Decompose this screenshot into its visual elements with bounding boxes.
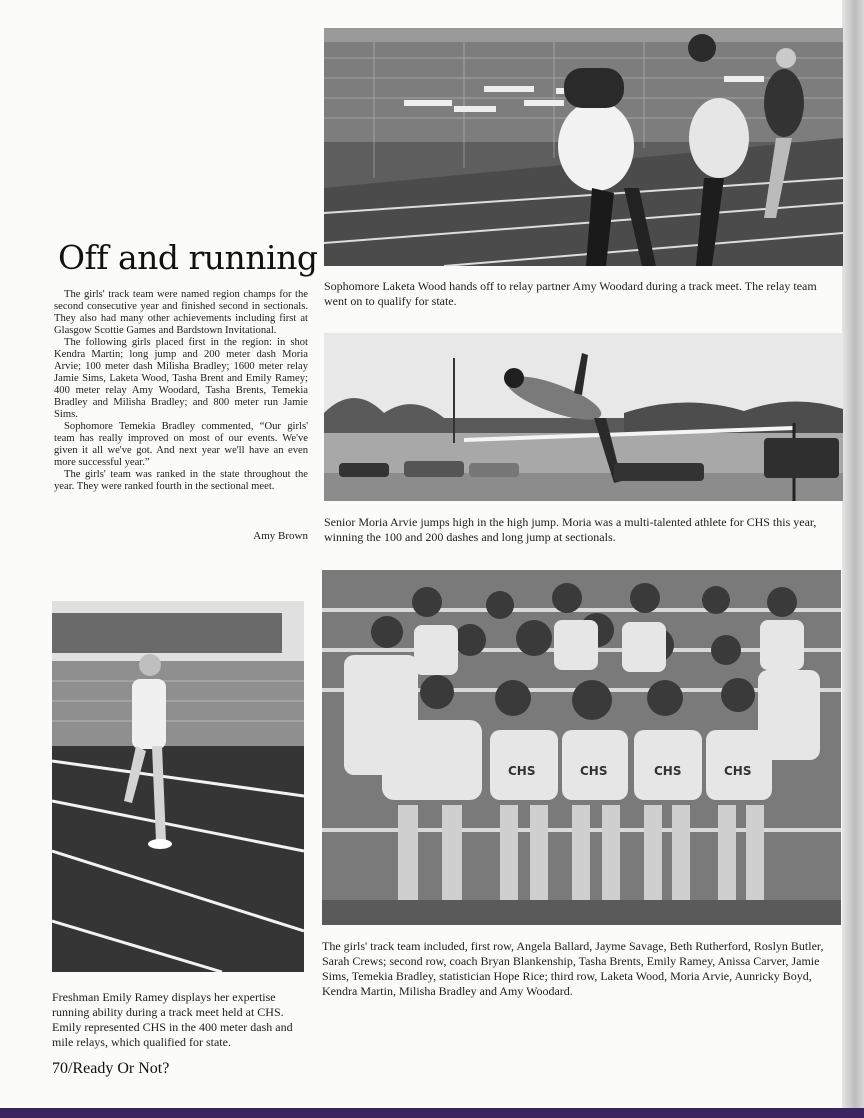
story-body	[54, 289, 308, 493]
jersey-label: CHS	[580, 764, 608, 778]
story-paragraph: Sophomore Temekia Bradley commented, “Our girls' team has really improved on most of our events. We've given it all we've got. And next year we'll have an even more successful year.”	[54, 421, 308, 468]
high-jump-photo	[324, 333, 843, 501]
binding-shadow	[842, 0, 864, 1108]
runner-photo-caption: Freshman Emily Ramey displays her expertise running ability during a track meet held at CHS. Emily represented CHS in the 400 meter dash and mile relays, which qualified for state.	[52, 990, 293, 1049]
page-folio: 70/Ready Or Not?	[52, 1060, 170, 1077]
team-photo	[322, 570, 841, 925]
jersey-label: CHS	[508, 764, 536, 778]
runner-photo	[52, 601, 304, 972]
story-paragraph: The girls' team was ranked in the state throughout the year. They were ranked fourth in the sectional meet.	[54, 469, 308, 492]
story-paragraph: The following girls placed first in the region: in shot Kendra Martin; long jump and 200 meter dash Moria Arvie; 100 meter dash Milisha Bradley; 1600 meter relay Jamie Sims, Laketa Wood, Tasha Brent and Emily Ramey; 400 meter relay Amy Woodard, Tasha Brents, Temekia Bradley and Milisha Bradley; and 800 meter run Jamie Sims.	[54, 337, 308, 420]
story-paragraph: The girls' track team were named region champs for the second consecutive year and finished second in sectionals. They also had many other achievements including first at Glasgow Scottie Games and Bardstown Invitational.	[54, 289, 308, 336]
story-byline: Amy Brown	[253, 530, 308, 542]
bottom-border	[0, 1108, 864, 1118]
relay-handoff-photo	[324, 28, 843, 266]
relay-photo-caption: Sophomore Laketa Wood hands off to relay partner Amy Woodard during a track meet. The relay team went on to qualify for state.	[324, 279, 817, 308]
page-headline: Off and running	[58, 238, 318, 277]
team-photo-caption: The girls' track team included, first row, Angela Ballard, Jayme Savage, Beth Rutherford, Roslyn Butler, Sarah Crews; second row, coach Bryan Blankenship, Tasha Brents, Emily Ramey, Anissa Carver, Jamie Sims, Temekia Bradley, statistician Hope Rice; third row, Laketa Wood, Moria Arvie, Aunricky Boyd, Kendra Martin, Milisha Bradley and Amy Woodard.	[322, 939, 824, 998]
high-jump-caption: Senior Moria Arvie jumps high in the high jump. Moria was a multi-talented athlete for CHS this year, winning the 100 and 200 dashes and long jump at sectionals.	[324, 515, 817, 544]
jersey-label: CHS	[654, 764, 682, 778]
jersey-label: CHS	[724, 764, 752, 778]
